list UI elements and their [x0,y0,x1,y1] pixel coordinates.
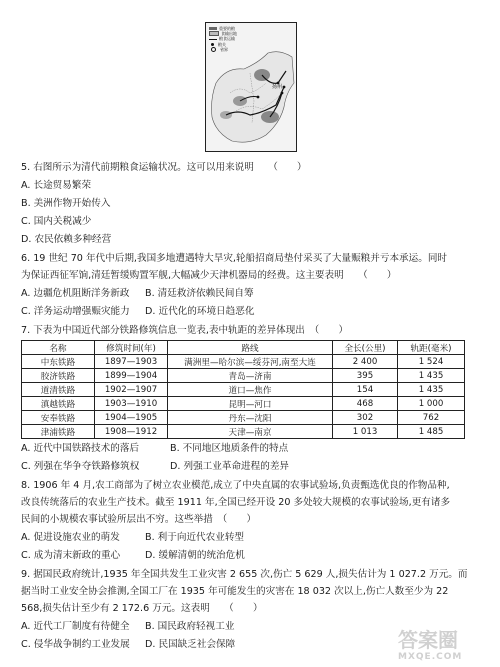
q9-option-b: B. 国民政府轻视工业 [145,621,235,632]
legend-item: 重要的粮 [209,26,237,31]
table-cell: 1 485 [398,425,465,439]
customs-pass [257,96,260,99]
table-cell: 1 013 [333,425,398,439]
table-cell: 安奉铁路 [22,411,95,425]
table-row [22,383,465,397]
question-6-stem-line-1: 6. 19 世纪 70 年代中后期,我国多地遭遇特大旱灾,轮船招商局垫付采买了大量赈粮并亏本承运。同时 [21,253,448,264]
q7-option-b: B. 不同地区地质条件的特点 [170,443,289,454]
table-cell: 1 000 [398,397,465,411]
q8-option-c: C. 成为清末新政的重心 [21,550,121,561]
q9-option-a: A. 近代工厂制度有待健全 [21,621,130,632]
customs-pass [283,86,286,89]
q7-option-c: C. 列强在华争夺铁路修筑权 [21,461,140,472]
table-header-cell: 全长(公里) [333,341,398,355]
q6-option-d: D. 近代化的环境日趋恶化 [145,306,255,317]
q8-option-b: B. 利于向近代农业转型 [145,532,245,543]
table-header-cell: 轨距(毫米) [398,341,465,355]
table-header-cell: 名称 [22,341,95,355]
table-cell: 滇越铁路 [22,397,95,411]
table-cell: 1904—1905 [95,411,168,425]
table-cell: 302 [333,411,398,425]
table-cell: 154 [333,383,398,397]
question-7-stem: 7. 下表为中国近代部分铁路修筑信息一览表,表中轨距的差异体现出 （ ） [21,325,349,336]
q5-option-c: C. 国内关税减少 [21,216,92,227]
table-row [22,397,465,411]
table-cell: 天津—南京 [168,425,333,439]
q7-option-a: A. 近代中国铁路技术的落后 [21,443,140,454]
q8-option-d: D. 缓解清朝的统治危机 [145,550,245,561]
table-cell: 道口—焦作 [168,383,333,397]
table-cell: 1903—1910 [95,397,168,411]
table-cell: 满洲里—哈尔滨—绥芬河,南至大连 [168,355,333,369]
table-cell: 丹东—沈阳 [168,411,333,425]
table-cell: 昆明—河口 [168,397,333,411]
q9-option-c: C. 侵华战争制约工业发展 [21,639,130,650]
q6-option-c: C. 洋务运动增强赈灾能力 [21,306,130,317]
table-row [22,411,465,425]
table-cell: 1902—1907 [95,383,168,397]
grain-transport-map [205,22,297,152]
legend-item: 粮食运输 [209,36,237,41]
q7-option-d: D. 列强工业革命进程的差异 [170,461,290,472]
question-6-stem-line-2: 为保证西征军饷,清廷暂缓购置军舰,大幅减少天津机器局的经费。这主要表明 （ ） [21,270,397,281]
question-8-stem-line-3: 民间的小规模农事试验所层出不穷。这些举措 （ ） [21,514,257,525]
table-header-row [22,341,465,355]
table-cell: 1 435 [398,369,465,383]
q5-option-a: A. 长途贸易繁荣 [21,180,92,191]
table-cell: 1908—1912 [95,425,168,439]
table-cell: 胶济铁路 [22,369,95,383]
table-row [22,369,465,383]
question-5-stem: 5. 右图所示为清代前期粮食运输状况。这可以用来说明 （ ） [21,162,307,173]
city-label: 扬州 [272,84,283,90]
customs-pass [281,92,284,95]
table-header-cell: 路线 [168,341,333,355]
legend-item: 食输出地 [209,31,237,36]
railway-table [21,340,465,439]
table-cell: 395 [333,369,398,383]
question-9-stem-line-2: 据当时工业安全协会推测,全国工厂在 1935 年可能发生的灾害在 18 032 次以上,伤亡人数至少为 22 [21,586,449,597]
table-cell: 1899—1904 [95,369,168,383]
question-9-stem-line-1: 9. 据国民政府统计,1935 年全国共发生工业灾害 2 655 次,伤亡 5 629 人,损失估计为 1 027.2 万元。而 [21,569,468,580]
question-9-stem-line-3: 568,损失估计至少有 2 172.6 万元。这表明 （ ） [21,603,263,614]
table-cell: 468 [333,397,398,411]
table-row [22,425,465,439]
q9-option-d: D. 民国缺乏社会保障 [145,639,236,650]
table-cell: 2 400 [333,355,398,369]
table-cell: 762 [398,411,465,425]
question-8-stem-line-1: 8. 1906 年 4 月,农工商部为了树立农业模范,成立了中央直属的农事试验场,负责甄选优良的作物品种, [21,480,450,491]
q5-option-b: B. 美洲作物开始传入 [21,198,111,209]
table-cell: 中东铁路 [22,355,95,369]
legend-item: 粮关 [209,42,237,47]
map-legend [209,26,237,52]
table-cell: 1 435 [398,383,465,397]
watermark-logo: 答案圈 MXQE.COM [398,628,463,662]
table-cell: 1897—1903 [95,355,168,369]
table-cell: 道清铁路 [22,383,95,397]
table-cell: 津浦铁路 [22,425,95,439]
table-cell: 1 524 [398,355,465,369]
question-8-stem-line-2: 改良传统落后的农业生产技术。截至 1911 年,全国已经开设 20 多处较大规模的农事试验场,更有诸多 [21,497,451,508]
q6-option-b: B. 清廷救济依赖民间自筹 [145,288,254,299]
legend-item: 省界 [209,47,237,52]
q6-option-a: A. 边疆危机阻断洋务新政 [21,288,130,299]
table-row [22,355,465,369]
table-header-cell: 修筑时间(年) [95,341,168,355]
table-cell: 青岛—济南 [168,369,333,383]
q8-option-a: A. 促进设施农业的萌发 [21,532,120,543]
q5-option-d: D. 农民依赖多种经营 [21,234,112,245]
